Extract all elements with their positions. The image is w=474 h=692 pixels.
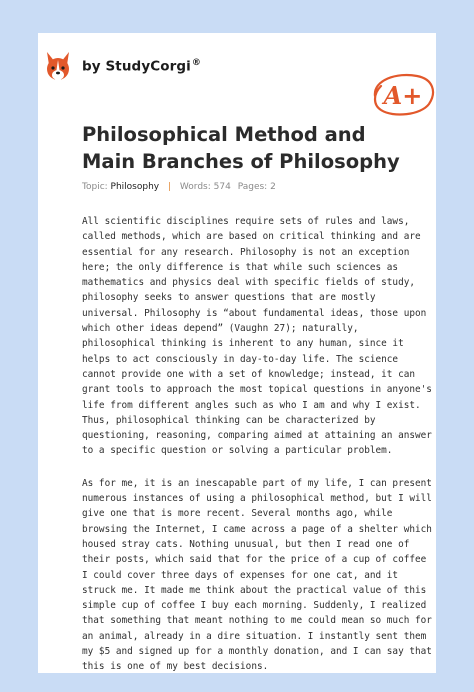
document-meta: [82, 182, 276, 192]
page-count: Pages: 2: [237, 182, 276, 192]
paragraph-2: As for me, it is an inescapable part of my life, I can present numerous instances of using a philosophical method, but I will give one that is more recent. Several months ago, while browsing the Internet, I came across a page of a shelter which housed stray cats. Nothing unusual, but then I read one of their posts, which said that for the price of a cup of coffee I could cover three days of expenses for one cat, and it struck me. It made me think about the practical value of this simple cup of coffee I buy each morning. Suddenly, I realized that something that meant nothing to me could mean so much for an animal, already in a dire situation. I instantly sent them my $5 and signed up for a monthly donation, and I can say that this is one of my best decisions.: [82, 477, 432, 673]
topic-link[interactable]: Philosophy: [110, 182, 160, 192]
topic-label: Topic:: [82, 182, 108, 192]
essay-body: [82, 214, 434, 692]
grade-text: A+: [383, 81, 423, 110]
paragraph-1: All scientific disciplines require sets of rules and laws, called methods, which are based on critical thinking and are essential for any research. Philosophy is not an exception here; the only difference is that while such sciences as mathematics and physics deal with specific fields of study, philosophy seeks to answer questions that are mostly universal. Philosophy is “about fundamental ideas, those upon which other ideas depend” (Vaughn 27); naturally, philosophical thinking is inherent to any human, since it helps to act consciously in day-to-day life. The science cannot provide one with a set of knowledge; instead, it can grant tools to approach the most topical questions in anyone's life from different angles such as who I am and why I exist. Thus, philosophical thinking can be characterized by questioning, reasoning, comparing aimed at attaining an answer to a specific question or solving a particular problem.: [82, 216, 432, 457]
brand-label: by StudyCorgi®: [82, 57, 201, 75]
corgi-logo-icon: [44, 50, 72, 82]
meta-separator: |: [168, 182, 172, 192]
page-title: Philosophical Method and Main Branches of Philosophy: [82, 123, 400, 173]
grade-a-plus-icon: [367, 70, 439, 120]
brand-header[interactable]: [44, 50, 201, 82]
word-count: Words: 574: [179, 182, 231, 192]
